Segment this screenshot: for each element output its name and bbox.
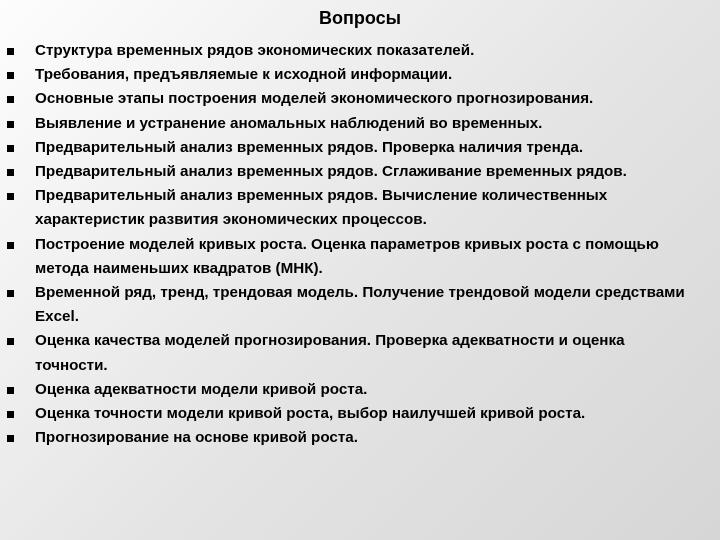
list-item-text: Предварительный анализ временных рядов. Вычисление количественных характеристик развития экономических процессов. <box>35 187 608 229</box>
list-item <box>0 160 720 184</box>
square-bullet-icon <box>7 48 14 55</box>
list-item <box>0 281 720 329</box>
list-item-text: Построение моделей кривых роста. Оценка параметров кривых роста с помощью метода наименьших квадратов (МНК). <box>35 235 659 277</box>
list-item <box>0 402 720 426</box>
square-bullet-icon <box>7 338 14 345</box>
list-item-text: Предварительный анализ временных рядов. Проверка наличия тренда. <box>35 138 584 156</box>
list-item-text: Оценка качества моделей прогнозирования. Проверка адекватности и оценка точности. <box>35 332 625 374</box>
square-bullet-icon <box>7 169 14 176</box>
list-item <box>0 329 720 377</box>
questions-list <box>0 39 720 450</box>
square-bullet-icon <box>7 145 14 152</box>
list-item <box>0 63 720 87</box>
list-item <box>0 136 720 160</box>
list-item <box>0 39 720 63</box>
list-item-text: Временной ряд, тренд, трендовая модель. Получение трендовой модели средствами Excel. <box>35 284 685 326</box>
list-item <box>0 233 720 281</box>
list-item-text: Структура временных рядов экономических показателей. <box>35 42 475 59</box>
list-item-text: Выявление и устранение аномальных наблюдений во временных. <box>35 114 543 132</box>
square-bullet-icon <box>7 242 14 249</box>
square-bullet-icon <box>7 193 14 200</box>
list-item-text: Оценка адекватности модели кривой роста. <box>35 380 368 398</box>
list-item <box>0 184 720 232</box>
page-title: Вопросы <box>318 8 401 28</box>
list-item-text: Прогнозирование на основе кривой роста. <box>35 429 358 447</box>
list-item <box>0 426 720 450</box>
list-item <box>0 112 720 136</box>
square-bullet-icon <box>7 411 14 418</box>
list-item-text: Оценка точности модели кривой роста, выбор наилучшей кривой роста. <box>35 405 586 423</box>
list-item <box>0 87 720 111</box>
list-item-text: Основные этапы построения моделей экономического прогнозирования. <box>35 90 594 108</box>
square-bullet-icon <box>7 435 14 442</box>
square-bullet-icon <box>7 387 14 394</box>
list-item-text: Предварительный анализ временных рядов. Сглаживание временных рядов. <box>35 163 627 181</box>
square-bullet-icon <box>7 72 14 79</box>
list-item-text: Требования, предъявляемые к исходной информации. <box>35 66 453 84</box>
square-bullet-icon <box>7 121 14 128</box>
list-item <box>0 378 720 402</box>
square-bullet-icon <box>7 96 14 103</box>
square-bullet-icon <box>7 290 14 297</box>
